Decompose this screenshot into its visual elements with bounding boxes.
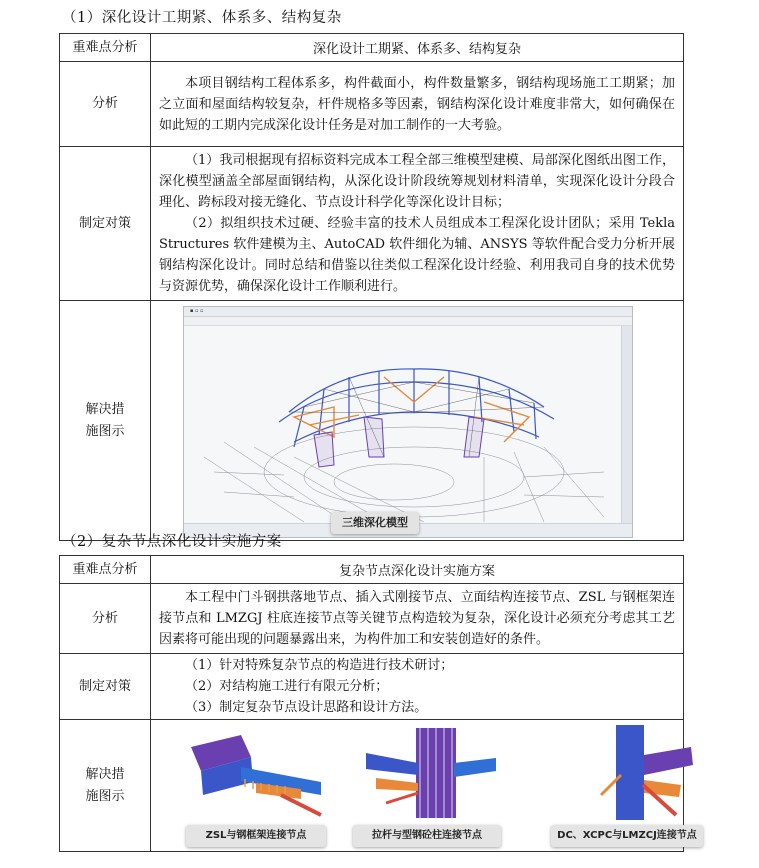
s1-measure-2: （2）拟组织技术过硬、经验丰富的技术人员组成本工程深化设计团队；采用 Tekla Structures 软件建模为主、AutoCAD 软件细化为辅、ANSYS 等软件配合受力分析开展钢结构深化设计。同时总结和借鉴以往类似工程深化设计经验、利用我司自身的技术优势与资源优势，确保深化设计工作顺利进行。 [159, 216, 675, 294]
s2-analysis-label: 分析 [60, 584, 151, 654]
s2-measure-3: （3）制定复杂节点设计思路和设计方法。 [185, 700, 428, 715]
ground-grid [204, 427, 604, 522]
section2-title: （2）复杂节点深化设计实施方案 [62, 534, 282, 550]
s1-analysis-label: 分析 [60, 62, 151, 147]
roof-model-drawing [184, 307, 632, 537]
s2-measure-2: （2）对结构施工进行有限元分析； [185, 679, 389, 694]
s1-header-label: 重难点分析 [60, 34, 151, 62]
s1-analysis-text: 本项目钢结构工程体系多，构件截面小，构件数量繁多，钢结构现场施工工期紧；加之立面和屋面结构较复杂，杆件规格多等因素，钢结构深化设计难度非常大，如何确保在如此短的工期内完成深化设计任务是对加工制作的一大考验。 [159, 75, 675, 133]
rod-column-joint-image [356, 723, 506, 823]
s1-measure-1: （1）我司根据现有招标资料完成本工程全部三维模型建模、局部深化图纸出图工作，深化模型涵盖全部屋面钢结构，从深化设计阶段统筹规划材料清单，实现深化设计分段合理化、跨标段对接无缝化、节点设计科学化等深化设计目标； [159, 153, 675, 210]
caption-lmzcj-joint: DC、XCPC与LMZCJ连接节点 [551, 825, 703, 847]
s2-measure-1: （1）针对特殊复杂节点的构造进行技术研讨； [185, 658, 454, 673]
section1-title: （1）深化设计工期紧、体系多、结构复杂 [62, 10, 342, 26]
lmzcj-joint-image [581, 725, 731, 825]
s2-measures-label: 制定对策 [60, 654, 151, 720]
window-title-bar: ▪ ▫ ▫ [190, 307, 204, 314]
s1-measures-label: 制定对策 [60, 147, 151, 301]
zsl-joint-image [181, 727, 331, 822]
caption-zsl-joint: ZSL与钢框架连接节点 [186, 825, 326, 847]
s1-header-value: 深化设计工期紧、体系多、结构复杂 [151, 34, 684, 62]
s2-header-value: 复杂节点深化设计实施方案 [151, 556, 684, 584]
facade-purple [314, 417, 484, 467]
s2-analysis-text: 本工程中门斗钢拱落地节点、插入式刚接节点、立面结构连接节点、ZSL 与钢框架连接节点和 LMZGJ 柱底连接节点等关键节点构造较为复杂，深化设计必须充分考虑其工艺因素将可能出现的问题暴露出来，为构件加工和安装创造好的条件。 [159, 590, 675, 647]
s1-figure-label: 解决措施图示 [60, 301, 151, 541]
joint-images-figure [151, 721, 697, 851]
figure-caption-3d-model: 三维深化模型 [331, 512, 419, 534]
s2-header-label: 重难点分析 [60, 556, 151, 584]
section1-table [59, 33, 684, 541]
model-screenshot-figure [151, 302, 683, 540]
s2-figure-label: 解决措施图示 [60, 720, 151, 852]
tekla-window-image [183, 306, 633, 538]
caption-rod-column-joint: 拉杆与型钢砼柱连接节点 [353, 825, 501, 847]
section2-table [59, 555, 697, 852]
